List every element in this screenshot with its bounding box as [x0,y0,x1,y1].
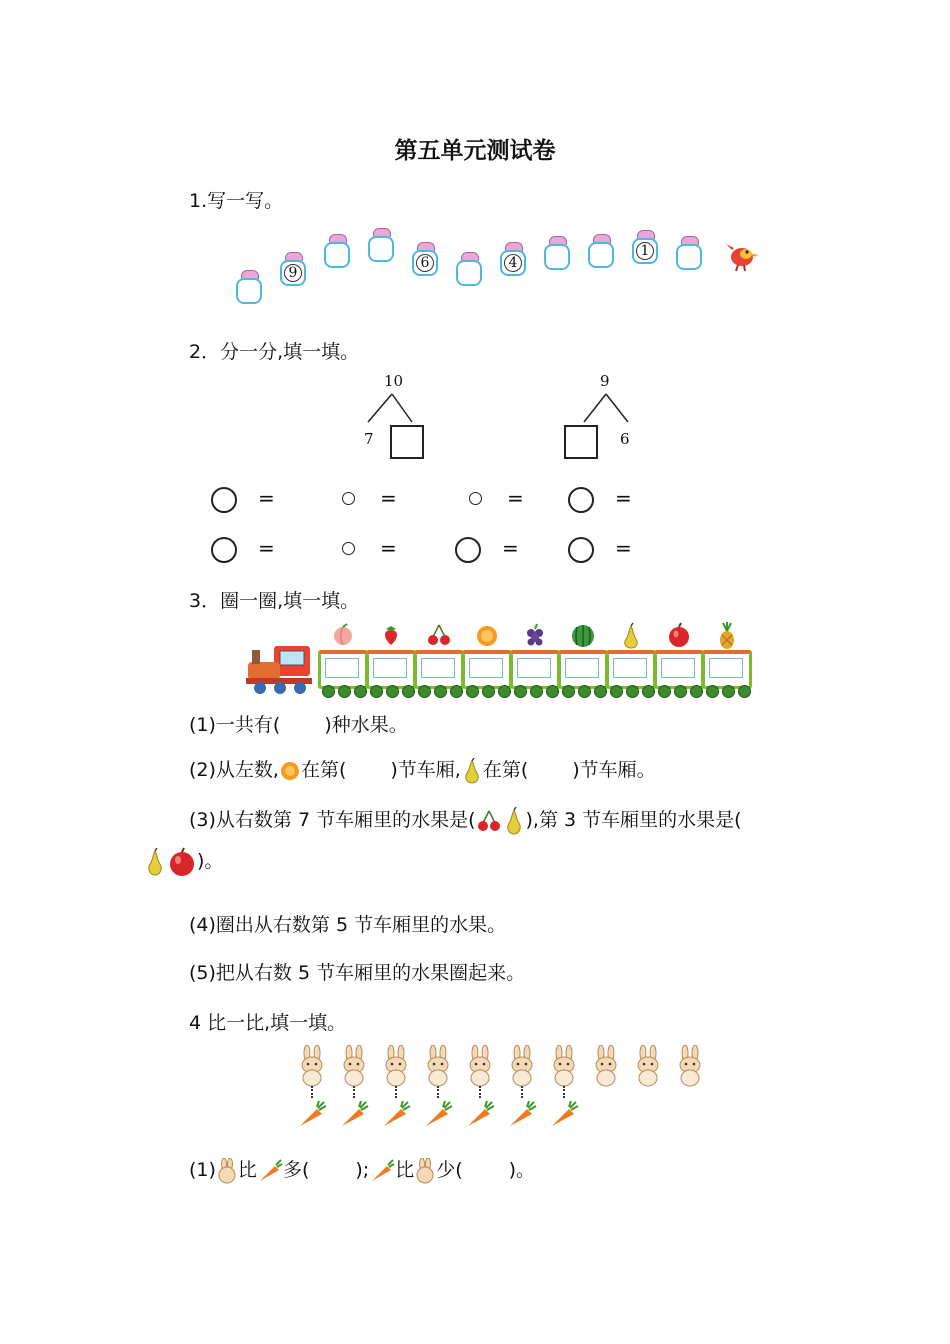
strawberry-icon [378,622,404,650]
q3-sub2-text-d: 在第( [482,759,529,781]
cherry-icon [476,809,502,833]
match-dots [395,1086,400,1098]
q3-sub1-text-b: )种水果。 [324,714,408,736]
q3-sub2-text-a: (2)从左数, [189,759,279,781]
number-jar [280,256,306,286]
rabbit-icon [337,1045,371,1087]
q2-heading: 2．分一分,填一填。 [189,341,360,363]
wheel [434,685,447,698]
jar-number: 4 [504,254,522,272]
wheel [402,685,415,698]
wheel [706,685,719,698]
wheel [546,685,559,698]
jar-body [280,260,306,286]
match-dots [563,1086,568,1098]
wheel [466,685,479,698]
q3-sub5: (5)把从右数 5 节车厢里的水果圈起来。 [189,962,526,984]
wheel [386,685,399,698]
carrot-icon [257,1159,283,1183]
number-jar [412,246,438,276]
wheel [450,685,463,698]
number-jar [632,234,658,264]
rabbit-icon [414,1158,436,1184]
match-dots [353,1086,358,1098]
wheel [610,685,623,698]
q3-sub2-text-c: )节车厢, [390,759,461,781]
wheel [338,685,351,698]
carrot-icon [423,1100,453,1128]
car-wheels [322,683,370,695]
q4-sub1-text-e: 比 [395,1159,415,1181]
tree-left-lines [362,392,422,424]
match-dots [479,1086,484,1098]
q3-sub3-text-a: (3)从右数第 7 节车厢里的水果是( [189,809,476,831]
jar-body [456,260,482,286]
bird-icon [724,238,760,272]
operator-circle[interactable] [455,537,481,563]
number-jar[interactable] [544,240,570,270]
number-jar[interactable] [236,274,262,304]
wheel [626,685,639,698]
jar-number: 6 [416,254,434,272]
operator-circle[interactable] [342,542,355,555]
equals-sign: = [380,486,397,510]
rabbit-icon [505,1045,539,1087]
q4-heading: 4 比一比,填一填。 [189,1012,347,1034]
rabbit-icon [379,1045,413,1087]
q3-sub2 [189,755,656,784]
pear-icon [618,622,644,650]
number-jar[interactable] [588,238,614,268]
carrot-icon [297,1100,327,1128]
equals-sign: = [615,536,632,560]
q3-sub3-text-c: )。 [197,850,224,872]
orange-icon [279,760,301,782]
carrot-icon [507,1100,537,1128]
number-jar[interactable] [324,238,350,268]
rabbit-icon [589,1045,623,1087]
car-wheels [610,683,658,695]
wheel [722,685,735,698]
car-wheels [514,683,562,695]
q4-sub1-text-f: 少( [436,1159,463,1181]
carrot-icon [369,1159,395,1183]
car-wheels [418,683,466,695]
pineapple-icon [714,622,740,650]
rabbit-icon [216,1158,238,1184]
rabbit-icon [463,1045,497,1087]
jar-body [412,250,438,276]
peach-icon [330,622,356,650]
number-jar[interactable] [368,232,394,262]
car-wheels [562,683,610,695]
page-title: 第五单元测试卷 [394,137,556,164]
jar-body [500,250,526,276]
jar-body [588,242,614,268]
wheel [418,685,431,698]
q1-heading: 1.写一写。 [189,190,284,212]
wheel [322,685,335,698]
operator-circle[interactable] [568,487,594,513]
match-dots [521,1086,526,1098]
q3-sub2-text-b: 在第( [300,759,347,781]
rabbit-icon [421,1045,455,1087]
wheel [370,685,383,698]
number-jar[interactable] [456,256,482,286]
jar-number: 9 [284,264,302,282]
operator-circle[interactable] [469,492,482,505]
apple-icon [666,622,692,650]
q3-sub3 [189,805,742,835]
wheel [578,685,591,698]
car-wheels [706,683,754,695]
wheel [594,685,607,698]
equals-sign: = [258,536,275,560]
q3-heading: 3．圈一圈,填一填。 [189,590,360,612]
q3-sub3-continued [143,846,223,877]
tree-right-lines [578,392,638,424]
carrot-icon [549,1100,579,1128]
wheel [514,685,527,698]
q4-sub1-text-c: 多( [282,1159,310,1181]
wheel [562,685,575,698]
car-wheels [658,683,706,695]
number-jar [500,246,526,276]
cherry-icon [426,622,452,650]
pear-icon [502,807,526,835]
wheel [690,685,703,698]
wheel [482,685,495,698]
carrot-icon [465,1100,495,1128]
q4-sub1-text-g: )。 [508,1159,536,1181]
q4-sub1-text-b: 比 [237,1159,257,1181]
wheel [642,685,655,698]
pear-icon [143,848,167,876]
wheel [530,685,543,698]
tree-left-left: 7 [364,430,374,448]
car-wheels [370,683,418,695]
q4-sub1-text-a: (1) [189,1159,216,1181]
q3-sub1-text-a: (1)一共有( [189,714,281,736]
operator-circle[interactable] [211,537,237,563]
q3-sub2-text-e: )节车厢。 [572,759,656,781]
pear-icon [461,758,483,784]
q4-sub1 [189,1155,535,1184]
equals-sign: = [502,536,519,560]
jar-body [324,242,350,268]
jar-body [676,244,702,270]
operator-circle[interactable] [342,492,355,505]
number-jar[interactable] [676,240,702,270]
q3-sub3-text-b: ),第 3 节车厢里的水果是( [525,809,742,831]
q3-sub4: (4)圈出从右数第 5 节车厢里的水果。 [189,914,507,936]
wheel [658,685,671,698]
jar-body [544,244,570,270]
rabbit-icon [295,1045,329,1087]
wheel [738,685,751,698]
jar-body [632,238,658,264]
rabbit-icon [673,1045,707,1087]
tree-right-top: 9 [600,372,610,390]
orange-icon [474,622,500,650]
rabbit-icon [631,1045,665,1087]
tree-left-top: 10 [384,372,404,390]
q4-sub1-text-d: ); [355,1159,370,1181]
operator-circle[interactable] [211,487,237,513]
carrot-icon [381,1100,411,1128]
equals-sign: = [507,486,524,510]
equals-sign: = [380,536,397,560]
jar-number: 1 [636,242,654,260]
car-wheels [466,683,514,695]
grape-icon [522,622,548,650]
tree-right-right: 6 [620,430,630,448]
jar-body [236,278,262,304]
wheel [498,685,511,698]
tree-right-answer-box[interactable] [564,425,598,459]
match-dots [437,1086,442,1098]
tree-left-answer-box[interactable] [390,425,424,459]
q3-sub1 [189,710,408,737]
operator-circle[interactable] [568,537,594,563]
wheel [674,685,687,698]
watermelon-icon [570,622,596,650]
match-dots [311,1086,316,1098]
rabbit-icon [547,1045,581,1087]
carrot-icon [339,1100,369,1128]
equals-sign: = [615,486,632,510]
wheel [354,685,367,698]
apple-icon [167,847,197,877]
equals-sign: = [258,486,275,510]
jar-body [368,236,394,262]
train-engine-icon [244,640,316,696]
